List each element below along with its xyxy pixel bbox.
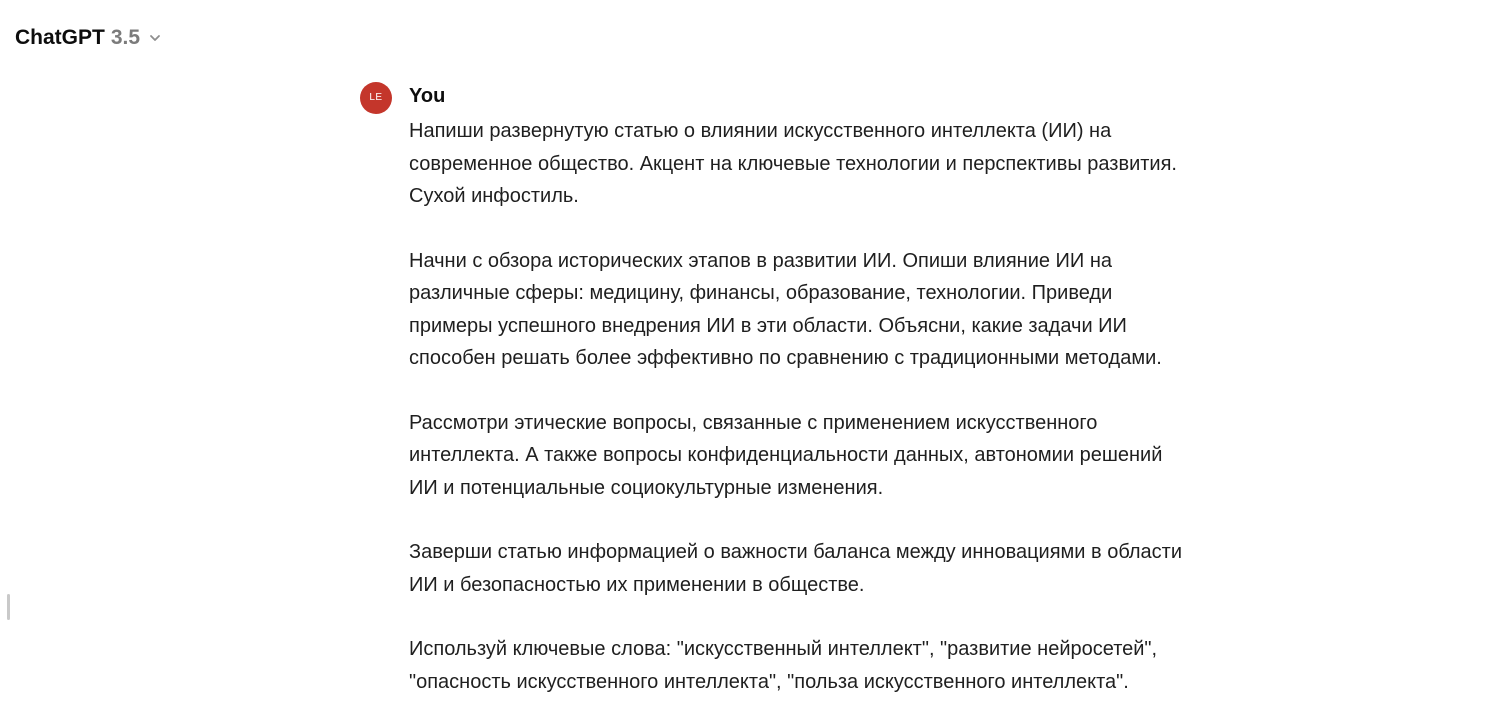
message-paragraph: [409, 407, 1249, 505]
chevron-down-icon[interactable]: [148, 31, 162, 45]
model-selector[interactable]: [15, 24, 162, 52]
message-text-line: интеллекта. А также вопросы конфиденциальности данных, автономии решений: [409, 444, 1163, 466]
message-text-line: Используй ключевые слова: "искусственный интеллект", "развитие нейросетей",: [409, 638, 1158, 660]
message-text-line: "опасность искусственного интеллекта", "польза искусственного интеллекта".: [409, 670, 1129, 693]
message-text-line: Заверши статью информацией о важности баланса между инновациями в области: [409, 541, 1183, 563]
message-text-line: Напиши развернутую статью о влиянии искусственного интеллекта (ИИ) на: [409, 120, 1112, 142]
message-text-line: ИИ и безопасностью их применении в обществе.: [409, 573, 865, 596]
message-text-line: Начни с обзора исторических этапов в развитии ИИ. Опиши влияние ИИ на: [409, 249, 1113, 272]
message-paragraph: [409, 536, 1249, 601]
model-name: ChatGPT: [15, 26, 105, 49]
message-author: You: [409, 85, 446, 107]
message-text-line: различные сферы: медицину, финансы, образование, технологии. Приведи: [409, 282, 1113, 304]
message-paragraph: [409, 245, 1249, 375]
message-paragraph: [409, 633, 1249, 698]
message-text-line: современное общество. Акцент на ключевые технологии и перспективы развития.: [409, 152, 1177, 175]
message-text-line: Рассмотри этические вопросы, связанные с применением искусственного: [409, 411, 1098, 434]
message-text-line: примеры успешного внедрения ИИ в эти области. Объясни, какие задачи ИИ: [409, 314, 1127, 337]
model-version: 3.5: [110, 26, 141, 49]
message-paragraph: [409, 115, 1249, 213]
message-text-line: способен решать более эффективно по сравнению с традиционными методами.: [409, 347, 1162, 369]
avatar[interactable]: LE: [360, 82, 392, 114]
message-text-line: ИИ и потенциальные социокультурные изменения.: [409, 476, 884, 499]
message-content: [409, 115, 1249, 716]
sidebar-resize-handle[interactable]: [7, 594, 10, 620]
message-text-line: Сухой инфостиль.: [409, 185, 579, 207]
